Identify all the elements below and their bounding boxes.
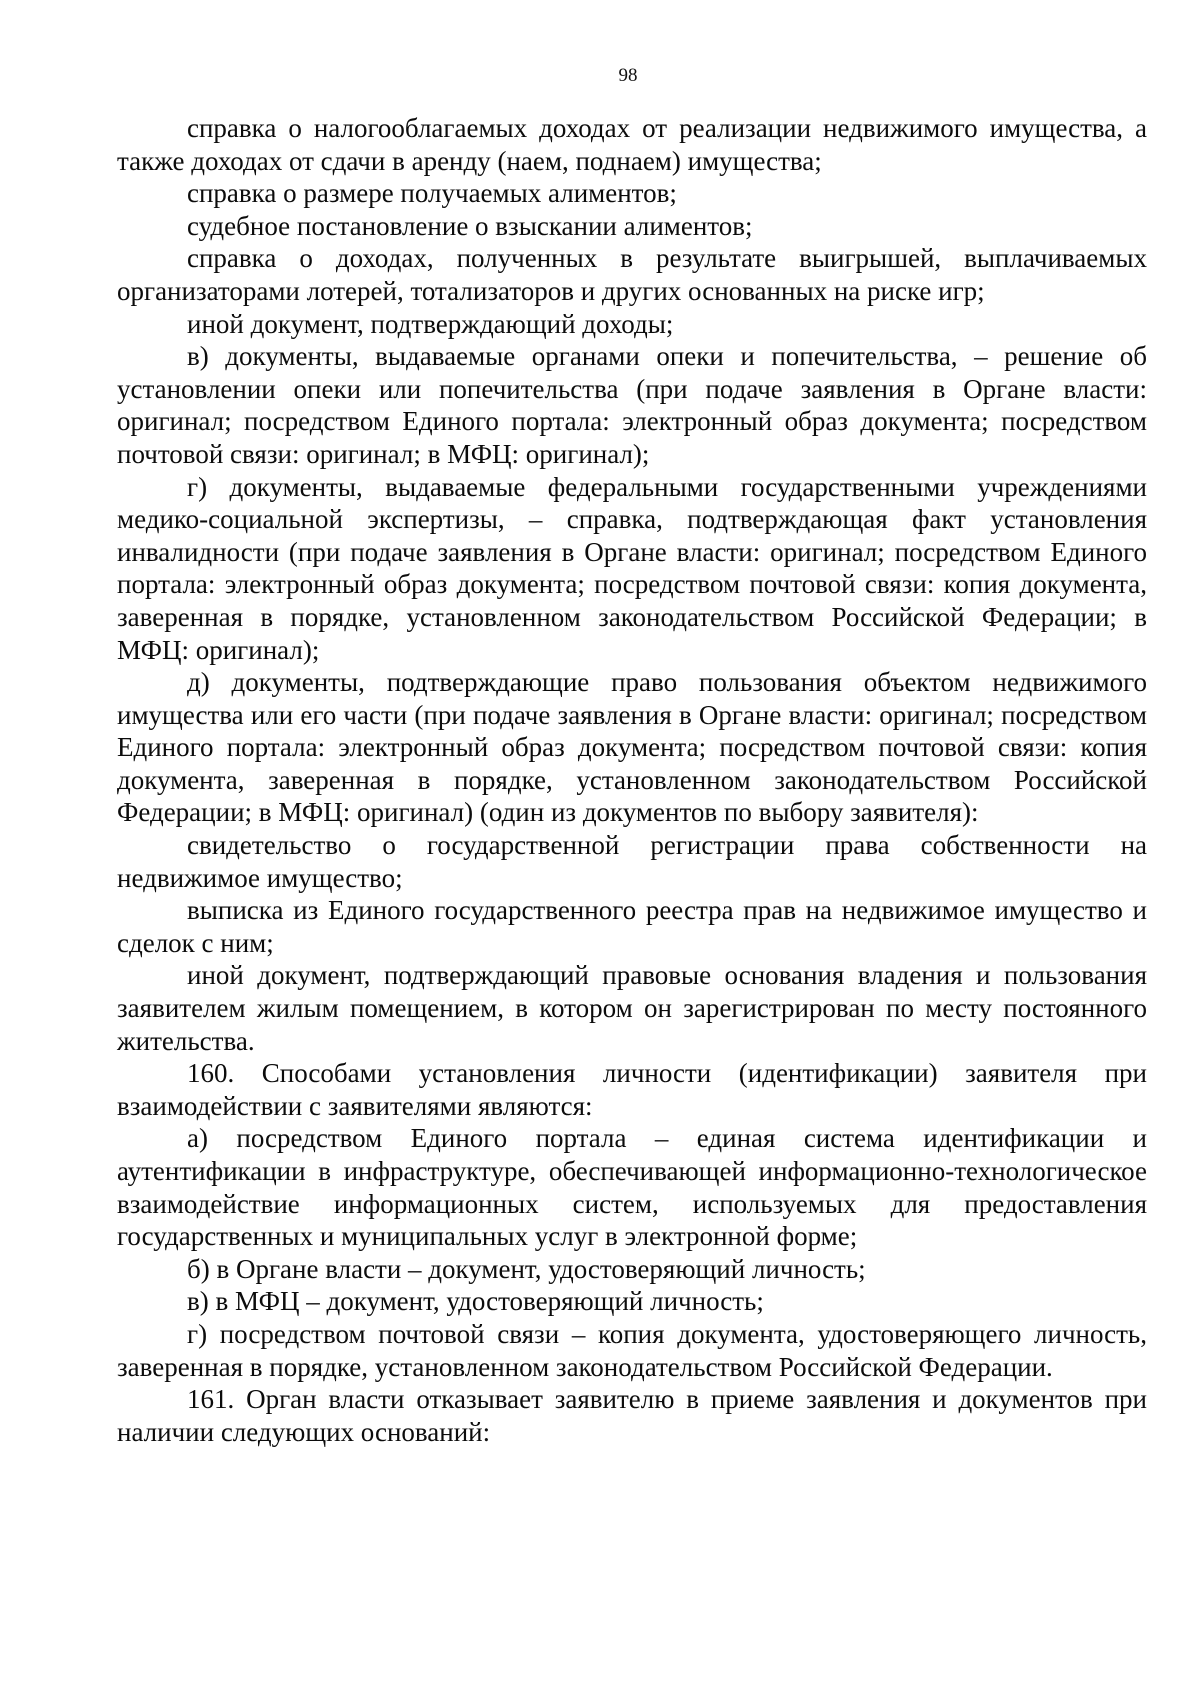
paragraph-160-b-authority: б) в Органе власти – документ, удостоверяющий личность; [187,1253,866,1284]
paragraph-other-property-document: иной документ, подтверждающий правовые основания владения и пользования заявителем жилым помещением, в котором он зарегистрирован по месту постоянного жительства. [117,960,1147,1056]
paragraph-160-a-portal: а) посредством Единого портала – единая система идентификации и аутентификации в инфраструктуре, обеспечивающей информационно-технологическое взаимодействие информационных систем, используемых для предоставления государственных и муниципальных услуг в электронной форме; [117,1123,1147,1252]
paragraph-registry-extract: выписка из Единого государственного реестра прав на недвижимое имущество и сделок с ним; [117,895,1147,958]
paragraph-item-g-disability: г) документы, выдаваемые федеральными государственными учреждениями медико-социальной экспертизы, – справка, подтверждающая факт установления инвалидности (при подаче заявления в Органе власти: оригинал; посредством Единого портала: электронный образ документа; посредством почтовой связи: копия документа, заверенная в порядке, установленном законодательством Российской Федерации; в МФЦ: оригинал); [117,471,1147,665]
document-body [117,112,1147,1448]
paragraph-ownership-certificate: свидетельство о государственной регистрации права собственности на недвижимое имущество; [117,830,1147,893]
paragraph-alimony-certificate: справка о размере получаемых алиментов; [187,178,677,209]
paragraph-item-v-guardianship: в) документы, выдаваемые органами опеки и попечительства, – решение об установлении опеки или попечительства (при подаче заявления в Органе власти: оригинал; посредством Единого портала: электронный образ документа; посредством почтовой связи: оригинал; в МФЦ: оригинал); [117,341,1147,469]
paragraph-other-income-document: иной документ, подтверждающий доходы; [187,308,674,339]
paragraph-lottery-income-certificate: справка о доходах, полученных в результате выигрышей, выплачиваемых организаторами лотерей, тотализаторов и других основанных на риске игр; [117,243,1147,306]
paragraph-160-identification: 160. Способами установления личности (идентификации) заявителя при взаимодействии с заявителями являются: [117,1058,1147,1121]
paragraph-court-order-alimony: судебное постановление о взыскании алиментов; [187,210,753,241]
paragraph-item-d-property-rights: д) документы, подтверждающие право пользования объектом недвижимого имущества или его части (при подаче заявления в Органе власти: оригинал; посредством Единого портала: электронный образ документа; посредством почтовой связи: копия документа, заверенная в порядке, установленном законодательством Российской Федерации; в МФЦ: оригинал) (один из документов по выбору заявителя): [117,667,1147,828]
page-number: 98 [618,65,638,86]
paragraph-tax-income-certificate: справка о налогооблагаемых доходах от реализации недвижимого имущества, а также доходах от сдачи в аренду (наем, поднаем) имущества; [117,113,1147,176]
paragraph-160-v-mfc: в) в МФЦ – документ, удостоверяющий личность; [187,1286,764,1317]
paragraph-160-g-postal: г) посредством почтовой связи – копия документа, удостоверяющего личность, заверенная в порядке, установленном законодательством Российской Федерации. [117,1318,1147,1382]
paragraph-161-refusal: 161. Орган власти отказывает заявителю в приеме заявления и документов при наличии следующих оснований: [117,1384,1147,1447]
